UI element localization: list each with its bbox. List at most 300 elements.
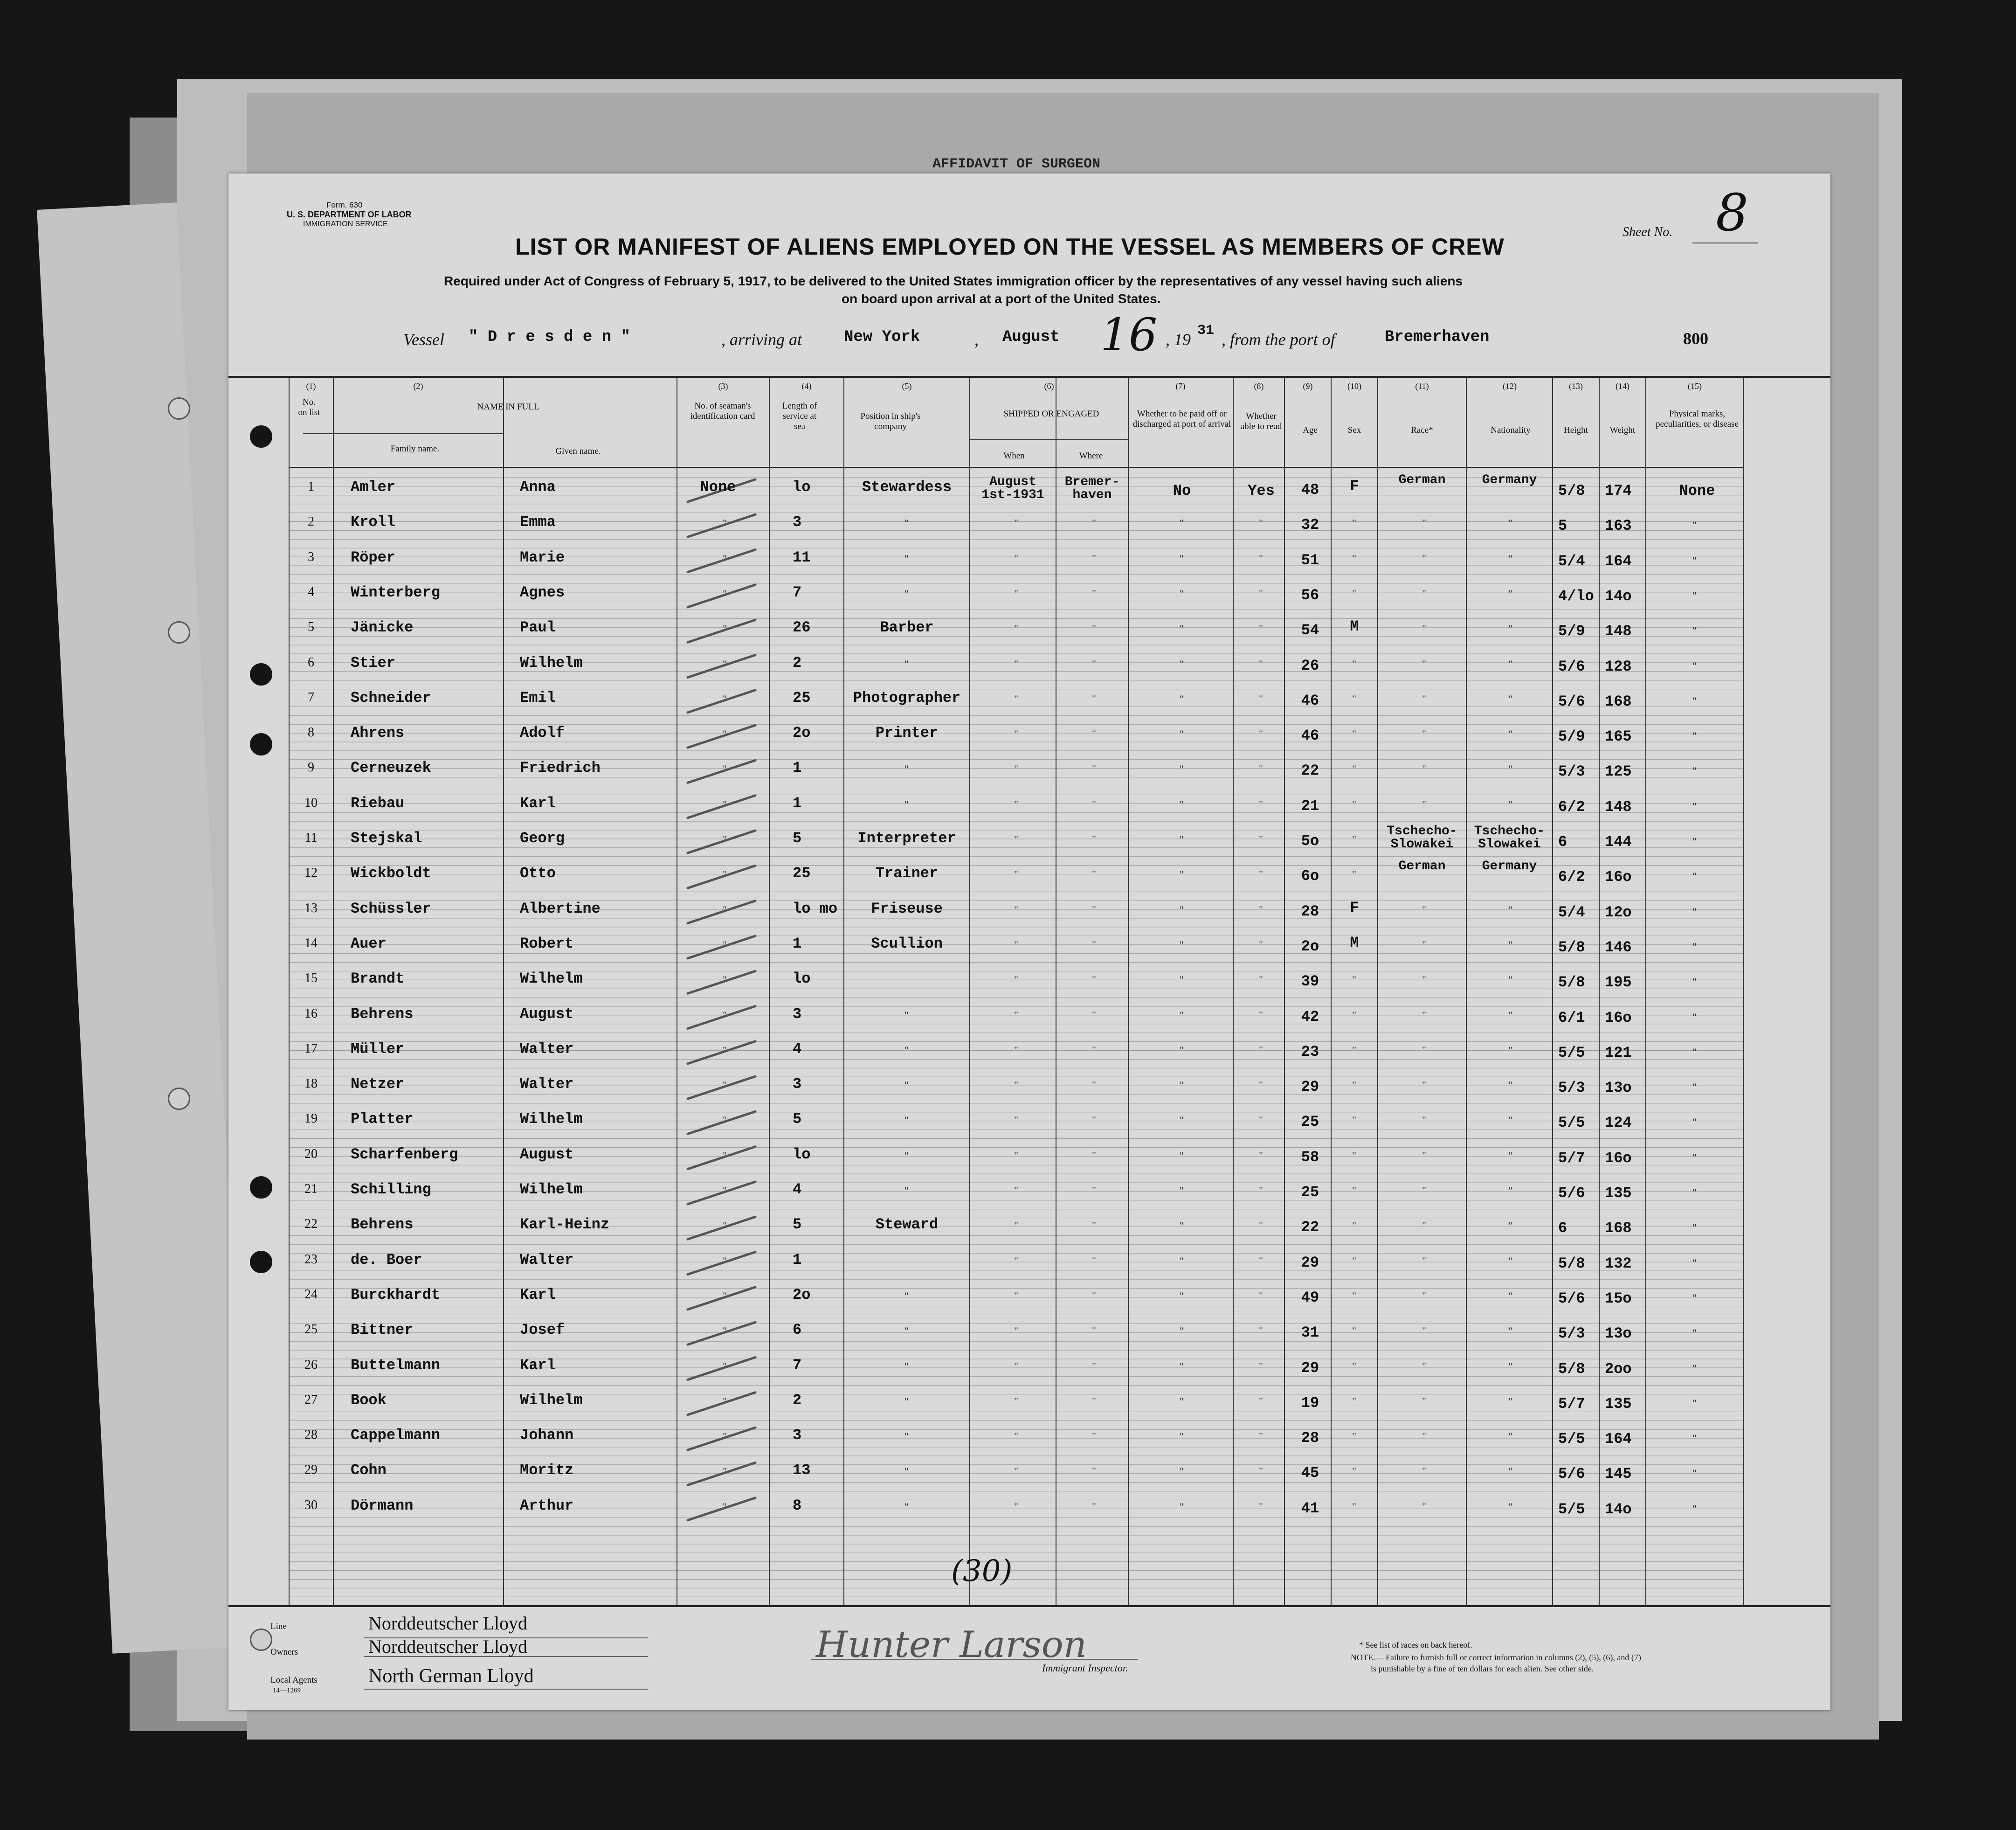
position: ": [904, 1009, 909, 1021]
race: ": [1422, 517, 1426, 529]
weight: 16o: [1605, 868, 1632, 886]
row-number: 17: [304, 1041, 318, 1056]
weight: 13o: [1605, 1079, 1632, 1097]
sex: ": [1352, 1289, 1356, 1302]
family-name: Brandt: [351, 970, 405, 988]
shipped-when: ": [1014, 798, 1018, 810]
shipped-where: ": [1092, 1044, 1096, 1056]
length-of-service: 2: [793, 1391, 802, 1409]
position: ": [904, 1395, 909, 1407]
length-of-service: 3: [793, 1427, 802, 1444]
physical-marks: ": [1692, 870, 1697, 882]
family-name: Riebau: [351, 794, 405, 812]
arriving-port: New York: [844, 328, 920, 346]
age: 25: [1301, 1184, 1319, 1201]
nationality: ": [1508, 1220, 1512, 1232]
height: 5/6: [1558, 693, 1585, 710]
race: ": [1422, 1044, 1426, 1056]
able-to-read: ": [1259, 1465, 1263, 1477]
able-to-read: ": [1259, 868, 1263, 880]
weight: 14o: [1605, 1500, 1632, 1518]
department: U. S. DEPARTMENT OF LABOR: [287, 210, 412, 219]
physical-marks: ": [1692, 694, 1697, 707]
position: Friseuse: [871, 900, 943, 917]
height: 5/8: [1558, 938, 1585, 956]
given-name: Robert: [520, 935, 574, 952]
year-prefix: , 19: [1166, 330, 1191, 349]
height: 5/8: [1558, 1360, 1585, 1378]
weight: 168: [1605, 1220, 1632, 1237]
able-to-read: ": [1259, 1325, 1263, 1337]
weight: 148: [1605, 623, 1632, 640]
line-label: Line: [270, 1622, 287, 1631]
row-number: 5: [308, 620, 314, 635]
age: 49: [1301, 1289, 1319, 1306]
nationality: ": [1508, 1255, 1512, 1267]
shipped-when: ": [1014, 1220, 1018, 1232]
position: Steward: [875, 1216, 939, 1234]
given-name: Marie: [520, 548, 565, 566]
corner-number: 800: [1683, 329, 1708, 348]
row-number: 7: [308, 690, 314, 705]
seaman-card: ": [723, 763, 727, 775]
able-to-read: ": [1259, 1009, 1263, 1021]
check-mark: [688, 1111, 755, 1134]
position: Interpreter: [857, 830, 956, 847]
nationality: ": [1508, 1395, 1512, 1407]
shipped-when: ": [1014, 903, 1018, 915]
row-number: 14: [304, 936, 318, 950]
given-name: Karl-Heinz: [520, 1216, 610, 1234]
seaman-card: ": [723, 587, 727, 599]
paid-off: ": [1180, 1149, 1184, 1161]
owners-label: Owners: [270, 1647, 298, 1657]
seaman-card: ": [723, 1149, 727, 1161]
family-name: Wickboldt: [351, 865, 431, 882]
seaman-card: ": [723, 1325, 727, 1337]
length-of-service: 1: [793, 935, 802, 952]
able-to-read: ": [1259, 1360, 1263, 1372]
weight: 15o: [1605, 1289, 1632, 1307]
length-of-service: lo: [793, 478, 811, 496]
physical-marks: None: [1679, 482, 1715, 499]
col-physical-marks: Physical marks, peculiarities, or disease: [1656, 409, 1739, 429]
row-number: 28: [304, 1428, 318, 1442]
family-name: Book: [351, 1391, 387, 1409]
paid-off: ": [1180, 1114, 1184, 1126]
able-to-read: ": [1259, 903, 1263, 915]
check-mark: [688, 1076, 755, 1099]
position: ": [904, 1325, 909, 1337]
shipped-when: ": [1014, 833, 1018, 845]
seaman-card: ": [723, 1289, 727, 1302]
col-seaman-card: No. of seaman's identification card: [690, 401, 755, 421]
height: 6/2: [1558, 868, 1585, 886]
row-number: 27: [304, 1392, 318, 1407]
weight: 148: [1605, 798, 1632, 816]
shipped-when: ": [1014, 1114, 1018, 1126]
nationality: ": [1508, 1009, 1512, 1021]
arrival-month: August: [1002, 328, 1060, 346]
shipped-where: ": [1092, 1325, 1096, 1337]
nationality: ": [1508, 728, 1512, 740]
check-mark: [688, 936, 755, 958]
check-mark: [688, 831, 755, 853]
age: 32: [1301, 516, 1319, 534]
physical-marks: ": [1692, 1186, 1697, 1198]
shipped-where: ": [1092, 1289, 1096, 1302]
family-name: Schilling: [351, 1181, 431, 1198]
position: ": [904, 798, 909, 810]
shipped-when: ": [1014, 1430, 1018, 1442]
weight: 195: [1605, 974, 1632, 991]
column-number: (1): [306, 381, 316, 391]
shipped-where: ": [1092, 658, 1096, 670]
row-number: 24: [304, 1287, 318, 1302]
vessel-name: " D r e s d e n ": [469, 328, 630, 346]
race: ": [1422, 1325, 1426, 1337]
given-name: Agnes: [520, 583, 565, 601]
punch-hole: [168, 621, 190, 644]
row-number: 22: [304, 1217, 318, 1232]
given-name: Wilhelm: [520, 654, 583, 672]
physical-marks: ": [1692, 800, 1697, 812]
column-number: (4): [801, 381, 812, 391]
check-mark: [688, 971, 755, 993]
nationality: ": [1508, 903, 1512, 915]
race: ": [1422, 587, 1426, 599]
sex: F: [1350, 478, 1359, 495]
physical-marks: ": [1692, 905, 1697, 917]
position: ": [904, 1430, 909, 1442]
paid-off: ": [1180, 517, 1184, 529]
col-able-read: Whether able to read: [1240, 411, 1282, 431]
seaman-card: ": [723, 1009, 727, 1021]
given-name: Wilhelm: [520, 1110, 583, 1128]
able-to-read: ": [1259, 1149, 1263, 1161]
height: 5/5: [1558, 1114, 1585, 1132]
height: 6: [1558, 1220, 1567, 1237]
age: 26: [1301, 657, 1319, 674]
paid-off: ": [1180, 1360, 1184, 1372]
weight: 121: [1605, 1044, 1632, 1061]
family-name: Kroll: [351, 513, 396, 531]
check-mark: [688, 1217, 755, 1239]
race: ": [1422, 798, 1426, 810]
sex: ": [1352, 1500, 1356, 1512]
check-mark: [688, 1428, 755, 1450]
nationality: ": [1508, 1149, 1512, 1161]
age: 28: [1301, 902, 1319, 920]
given-name: Karl: [520, 794, 556, 812]
nationality: ": [1508, 1500, 1512, 1512]
shipped-when: ": [1014, 1079, 1018, 1091]
height: 5/9: [1558, 623, 1585, 640]
punch-hole: [168, 1088, 190, 1110]
column-number: (3): [718, 381, 728, 391]
given-name: Friedrich: [520, 759, 601, 777]
race: ": [1422, 1360, 1426, 1372]
nationality: ": [1508, 1044, 1512, 1056]
sex: F: [1350, 899, 1359, 916]
note-line1: NOTE.— Failure to furnish full or correct information in columns (2), (5), (6), and (7): [1351, 1653, 1641, 1662]
sex: ": [1352, 587, 1356, 599]
sex: ": [1352, 658, 1356, 670]
given-name: Anna: [520, 478, 556, 496]
position: ": [904, 1149, 909, 1161]
physical-marks: ": [1692, 1046, 1697, 1058]
inspector-label: Immigrant Inspector.: [1042, 1662, 1128, 1674]
total-count: (30): [951, 1554, 1013, 1588]
paid-off: ": [1180, 1079, 1184, 1091]
weight: 164: [1605, 552, 1632, 570]
age: 51: [1301, 551, 1319, 569]
able-to-read: ": [1259, 1289, 1263, 1302]
shipped-where: Bremer- haven: [1064, 475, 1120, 502]
row-number: 30: [304, 1497, 318, 1512]
position: Stewardess: [862, 478, 952, 496]
age: 54: [1301, 622, 1319, 639]
check-mark: [688, 796, 755, 818]
row-number: 2: [308, 514, 314, 529]
row-number: 3: [308, 549, 314, 564]
given-name: Emma: [520, 513, 556, 531]
paid-off: ": [1180, 552, 1184, 564]
nationality: ": [1508, 1289, 1512, 1302]
column-number: (5): [902, 381, 912, 391]
race: ": [1422, 938, 1426, 950]
service: IMMIGRATION SERVICE: [303, 220, 388, 228]
column-number: (11): [1415, 381, 1429, 391]
column-number: (6): [1044, 381, 1054, 391]
family-name: Scharfenberg: [351, 1145, 458, 1163]
weight: 128: [1605, 658, 1632, 675]
given-name: Paul: [520, 619, 556, 637]
sex: ": [1352, 1079, 1356, 1091]
paid-off: ": [1180, 974, 1184, 986]
age: 6o: [1301, 867, 1319, 885]
given-name: Karl: [520, 1356, 556, 1374]
sex: ": [1352, 1465, 1356, 1477]
age: 42: [1301, 1008, 1319, 1026]
row-number: 21: [304, 1182, 318, 1196]
length-of-service: 5: [793, 1216, 802, 1234]
nationality: ": [1508, 1114, 1512, 1126]
family-name: Jänicke: [351, 619, 414, 637]
race: ": [1422, 658, 1426, 670]
paid-off: ": [1180, 1044, 1184, 1056]
row-number: 6: [308, 655, 314, 670]
col-weight: Weight: [1609, 425, 1636, 435]
length-of-service: 1: [793, 794, 802, 812]
paid-off: ": [1180, 1255, 1184, 1267]
weight: 174: [1605, 482, 1632, 499]
shipped-when: ": [1014, 1325, 1018, 1337]
check-mark: [688, 655, 755, 678]
seaman-card: ": [723, 623, 727, 635]
sex: ": [1352, 1149, 1356, 1161]
row-number: 9: [308, 760, 314, 775]
column-number: (7): [1175, 381, 1186, 391]
shipped-when: ": [1014, 868, 1018, 880]
check-mark: [688, 1463, 755, 1485]
able-to-read: ": [1259, 693, 1263, 705]
paid-off: ": [1180, 623, 1184, 635]
physical-marks: ": [1692, 1397, 1697, 1409]
shipped-where: ": [1092, 728, 1096, 740]
age: 2o: [1301, 937, 1319, 955]
height: 5/4: [1558, 903, 1585, 921]
sex: ": [1352, 763, 1356, 775]
position: ": [904, 587, 909, 599]
position: ": [904, 658, 909, 670]
length-of-service: 4: [793, 1040, 802, 1058]
age: 29: [1301, 1078, 1319, 1096]
paid-off: ": [1180, 833, 1184, 845]
family-name: Cerneuzek: [351, 759, 431, 777]
shipped-when: ": [1014, 1009, 1018, 1021]
seaman-card: ": [723, 1114, 727, 1126]
length-of-service: lo: [793, 970, 811, 988]
col-height: Height: [1564, 425, 1588, 435]
shipped-when: ": [1014, 1044, 1018, 1056]
race: ": [1422, 1465, 1426, 1477]
height: 5/8: [1558, 1255, 1585, 1272]
column-number: (12): [1503, 381, 1517, 391]
physical-marks: ": [1692, 1467, 1697, 1479]
race: ": [1422, 552, 1426, 564]
col-age: Age: [1303, 425, 1318, 435]
check-mark: [688, 585, 755, 607]
physical-marks: ": [1692, 1256, 1697, 1269]
height: 5/7: [1558, 1395, 1585, 1413]
position: ": [904, 517, 909, 529]
year-suffix: 31: [1197, 323, 1215, 339]
weight: 16o: [1605, 1149, 1632, 1167]
height: 5/3: [1558, 1079, 1585, 1097]
arriving-label: , arriving at: [721, 330, 802, 349]
col-paid-off: Whether to be paid off or discharged at port of arrival: [1132, 409, 1231, 429]
position: Printer: [875, 724, 939, 742]
col-shipped-engaged: SHIPPED OR ENGAGED: [1003, 409, 1099, 419]
given-name: Otto: [520, 865, 556, 882]
paid-off: ": [1180, 658, 1184, 670]
race: ": [1422, 1500, 1426, 1512]
punch-hole: [168, 397, 190, 420]
nationality: ": [1508, 1185, 1512, 1196]
physical-marks: ": [1692, 730, 1697, 742]
shipped-where: ": [1092, 517, 1096, 529]
arrival-day: 16: [1100, 309, 1158, 361]
paid-off: ": [1180, 1395, 1184, 1407]
paid-off: ": [1180, 763, 1184, 775]
height: 5/7: [1558, 1149, 1585, 1167]
shipped-where: ": [1092, 1114, 1096, 1126]
check-mark: [688, 550, 755, 572]
shipped-where: ": [1092, 1220, 1096, 1232]
able-to-read: ": [1259, 1079, 1263, 1091]
row-number: 4: [308, 584, 314, 599]
position: Trainer: [875, 865, 939, 882]
shipped-where: ": [1092, 1465, 1096, 1477]
column-number: (14): [1616, 381, 1629, 391]
nationality: ": [1508, 938, 1512, 950]
row-number: 18: [304, 1076, 318, 1091]
shipped-where: ": [1092, 1430, 1096, 1442]
shipped-when: ": [1014, 1465, 1018, 1477]
position: ": [904, 763, 909, 775]
check-mark: [688, 1182, 755, 1204]
weight: 14o: [1605, 587, 1632, 605]
paid-off: ": [1180, 1430, 1184, 1442]
given-name: Wilhelm: [520, 970, 583, 988]
length-of-service: 1: [793, 759, 802, 777]
seaman-card: ": [723, 1395, 727, 1407]
height: 5/6: [1558, 658, 1585, 675]
nationality: ": [1508, 1325, 1512, 1337]
seaman-card: ": [723, 833, 727, 845]
weight: 125: [1605, 763, 1632, 781]
sex: ": [1352, 517, 1356, 529]
row-number: 20: [304, 1146, 318, 1161]
physical-marks: ": [1692, 1327, 1697, 1339]
seaman-card: ": [723, 938, 727, 950]
vessel-label: Vessel: [403, 330, 444, 349]
race: ": [1422, 903, 1426, 915]
family-name: Dörmann: [351, 1497, 414, 1514]
shipped-where: ": [1092, 938, 1096, 950]
check-mark: [688, 1006, 755, 1029]
height: 5: [1558, 517, 1567, 535]
family-name: Ahrens: [351, 724, 405, 742]
able-to-read: ": [1259, 763, 1263, 775]
physical-marks: ": [1692, 835, 1697, 847]
sex: M: [1350, 618, 1359, 636]
age: 5o: [1301, 832, 1319, 850]
affidavit-stamp: AFFIDAVIT OF SURGEON: [932, 156, 1101, 172]
nationality: ": [1508, 1360, 1512, 1372]
nationality: ": [1508, 552, 1512, 564]
family-name: Schüssler: [351, 900, 431, 917]
column-number: (8): [1254, 381, 1264, 391]
nationality: ": [1508, 763, 1512, 775]
weight: 164: [1605, 1430, 1632, 1448]
race: ": [1422, 1395, 1426, 1407]
shipped-where: ": [1092, 1500, 1096, 1512]
length-of-service: 5: [793, 830, 802, 847]
length-of-service: 11: [793, 548, 811, 566]
sex: ": [1352, 1114, 1356, 1126]
shipped-when: ": [1014, 552, 1018, 564]
nationality: ": [1508, 798, 1512, 810]
age: 46: [1301, 692, 1319, 709]
given-name: Josef: [520, 1321, 565, 1339]
race: ": [1422, 974, 1426, 986]
shipped-when: ": [1014, 1255, 1018, 1267]
age: 45: [1301, 1464, 1319, 1482]
from-label: , from the port of: [1222, 330, 1335, 349]
physical-marks: ": [1692, 1011, 1697, 1023]
shipped-when: ": [1014, 587, 1018, 599]
shipped-when: ": [1014, 1289, 1018, 1302]
race: ": [1422, 1289, 1426, 1302]
able-to-read: ": [1259, 1185, 1263, 1196]
sex: ": [1352, 1430, 1356, 1442]
able-to-read: ": [1259, 552, 1263, 564]
height: 5/6: [1558, 1289, 1585, 1307]
given-name: August: [520, 1005, 574, 1023]
age: 56: [1301, 586, 1319, 604]
